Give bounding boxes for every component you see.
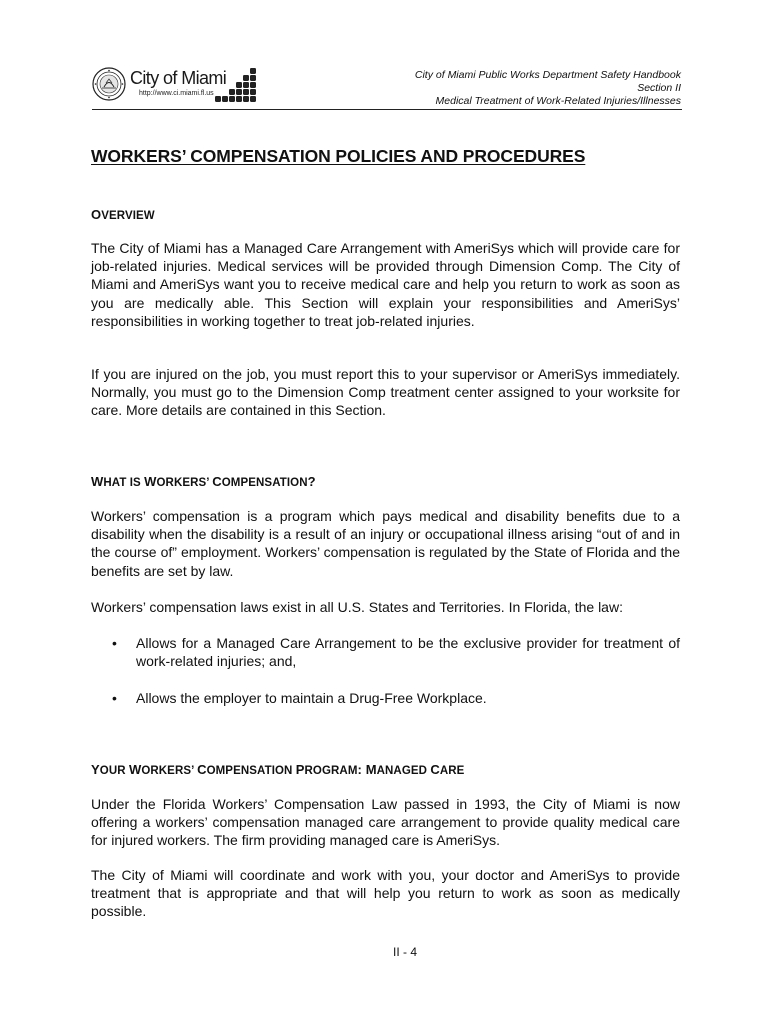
document-title: WORKERS’ COMPENSATION POLICIES AND PROCEDURES [91,146,586,166]
overview-heading-cap: O [91,207,102,222]
heading-punctuation: : [357,762,366,777]
heading-cap: C [197,762,207,777]
heading-text: ORKERS’ [141,765,198,777]
what-is-heading [91,474,316,489]
page-number: II - 4 [393,945,418,959]
heading-text: ORKERS’ [156,477,213,489]
bullet-marker: • [112,635,117,651]
bullet-marker: • [112,690,117,706]
heading-cap: W [128,762,142,777]
program-paragraph-2: The City of Miami will coordinate and work with you, your doctor and AmeriSys to provide treatment that is appropriate and that will help you return to work as soon as medically possible. [91,867,680,920]
header-section-title: Medical Treatment of Work-Related Injuries/Illnesses [435,95,681,107]
heading-cap: C [430,762,440,777]
heading-text: ARE [439,765,465,777]
heading-cap: Y [91,762,100,777]
logo-city-name: City of Miami [130,68,227,88]
heading-text: ROGRAM [304,765,358,777]
running-header [415,69,681,108]
bullet-text: Allows for a Managed Care Arrangement to be the exclusive provider for treatment of work-related injuries; and, [136,635,680,670]
heading-cap: C [212,474,222,489]
heading-text: HAT IS [103,477,145,489]
heading-cap: M [365,762,377,777]
heading-text: OMPENSATION [221,477,308,489]
overview-paragraph-2: If you are injured on the job, you must report this to your supervisor or AmeriSys immediately. Normally, you must go to the Dimension Comp treatment center assigned to your worksite for care. More details are contained in this Section. [91,366,680,419]
heading-text: ANAGED [376,765,431,777]
logo-url: http://www.ci.miami.fl.us [139,90,214,97]
heading-cap: W [91,474,104,489]
heading-cap: W [144,474,157,489]
header-divider [92,109,682,110]
what-is-paragraph-2: Workers’ compensation laws exist in all U.S. States and Territories. In Florida, the law: [91,599,623,615]
overview-paragraph-1: The City of Miami has a Managed Care Arrangement with AmeriSys which will provide care for job-related injuries. Medical services will be provided through Dimension Comp. The City of Miami and AmeriSys want you to receive medical care and help you return to work as soon as you are medically able. This Section will explain your responsibilities and AmeriSys’ responsibilities in working together to treat job-related injuries. [91,240,680,329]
heading-cap: P [295,762,305,777]
heading-text: OMPENSATION [206,765,296,777]
program-heading [91,762,464,777]
logo-squares-icon [214,68,262,102]
header-section: Section II [637,82,681,94]
city-seal-icon [92,67,126,101]
overview-heading [91,207,155,222]
header-handbook-title: City of Miami Public Works Department Safety Handbook [414,69,681,81]
program-paragraph-1: Under the Florida Workers’ Compensation Law passed in 1993, the City of Miami is now offering a workers’ compensation managed care arrangement to provide quality medical care for injured workers. The firm providing managed care is AmeriSys. [91,796,680,849]
heading-text: OUR [99,765,129,777]
city-of-miami-logo [92,66,272,104]
bullet-text: Allows the employer to maintain a Drug-Free Workplace. [136,690,487,706]
overview-heading-rest: VERVIEW [101,210,155,222]
what-is-paragraph-1: Workers’ compensation is a program which pays medical and disability benefits due to a disability when the disability is a result of an injury or occupational illness arising “out of and in the course of” employment. Workers’ compensation is regulated by the State of Florida and the benefits are set by law. [91,508,680,579]
heading-punctuation: ? [307,474,316,489]
